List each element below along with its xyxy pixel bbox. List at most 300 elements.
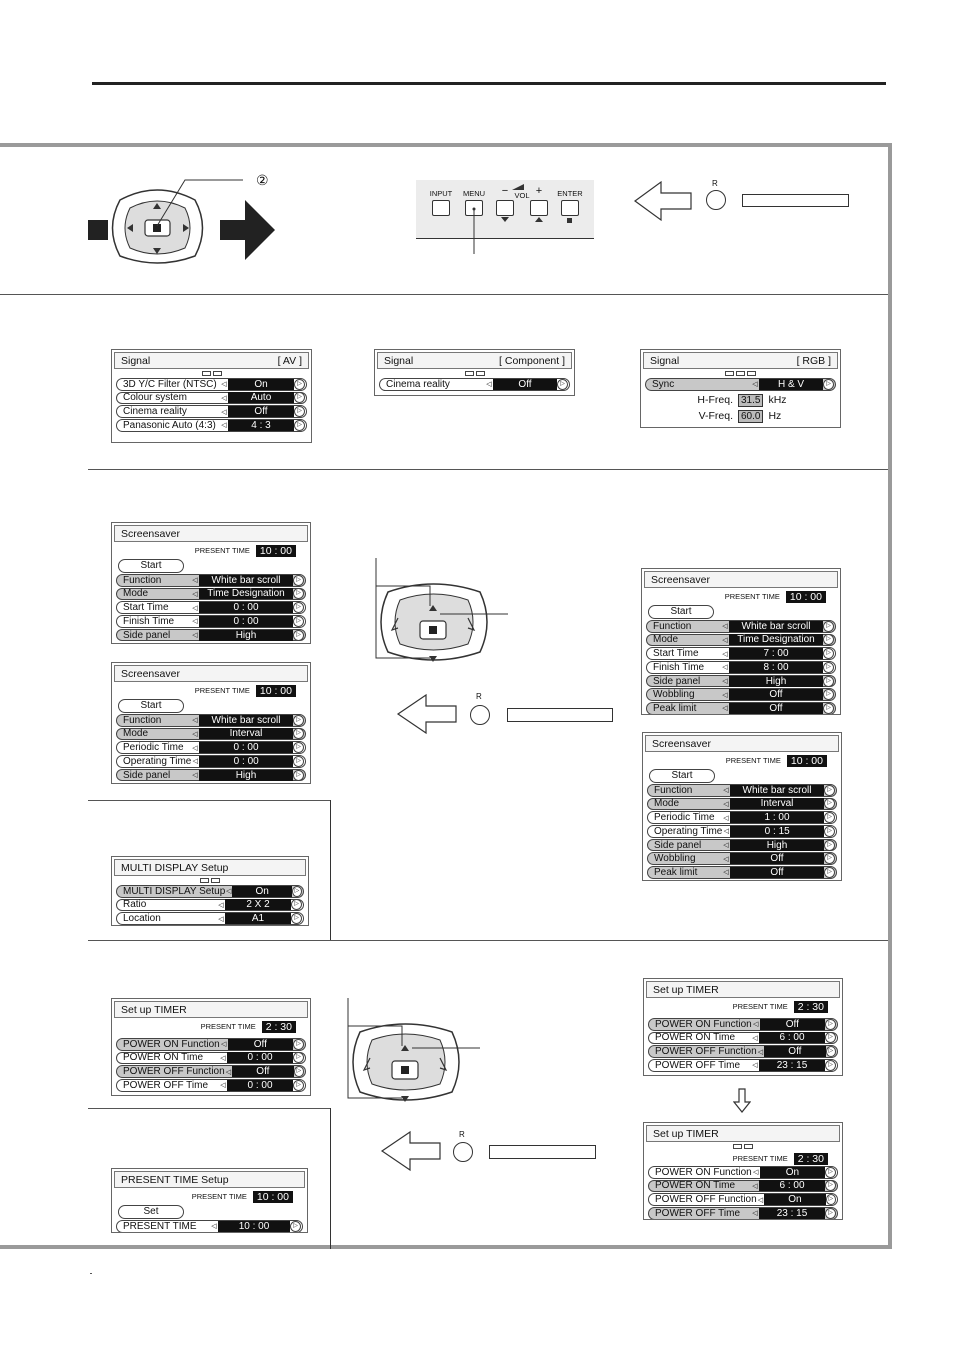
menu-row[interactable] <box>648 1059 838 1072</box>
right-arrow-icon: ▷ <box>293 1052 304 1063</box>
menu-title-bar <box>644 571 838 588</box>
menu-row-value: High <box>729 676 823 687</box>
menu-row-label: Mode <box>654 798 680 810</box>
section-divider <box>330 1108 331 1249</box>
menu-row[interactable] <box>116 629 306 642</box>
menu-row[interactable] <box>116 755 306 768</box>
menu-title-bar <box>114 352 309 369</box>
menu-row-label: PRESENT TIME <box>123 1220 197 1232</box>
menu-title: Set up TIMER <box>653 1127 719 1140</box>
page-dot <box>202 371 211 376</box>
right-arrow-icon: ▷ <box>823 634 834 645</box>
page-dot <box>733 1144 742 1149</box>
return-label-box <box>742 194 849 207</box>
menu-row-label: Mode <box>123 728 149 740</box>
v-freq-readout <box>691 410 840 423</box>
page-dot <box>211 878 220 883</box>
menu-row-value: Off <box>493 379 557 390</box>
menu-row-label: Start Time <box>653 648 699 660</box>
menu-row[interactable] <box>116 615 306 628</box>
menu-row-label: Side panel <box>123 629 171 641</box>
menu-row-value: A1 <box>225 913 291 924</box>
menu-title-bar <box>377 352 572 369</box>
right-arrow-icon: ▷ <box>824 853 835 864</box>
left-arrow-icon: ◁ <box>723 828 730 836</box>
menu-row[interactable] <box>116 769 306 782</box>
menu-row[interactable] <box>648 1018 838 1031</box>
vol-plus-label: + <box>535 185 543 197</box>
menu-row[interactable] <box>116 728 306 741</box>
menu-row[interactable] <box>116 378 307 391</box>
page-dot <box>476 371 485 376</box>
right-arrow-icon: ▷ <box>291 913 302 924</box>
left-arrow-icon: ◁ <box>192 758 199 766</box>
menu-row[interactable] <box>116 741 306 754</box>
menu-row-value: On <box>764 1194 825 1205</box>
menu-row[interactable] <box>647 811 837 824</box>
return-arrow-icon <box>633 180 693 222</box>
return-label: R <box>712 179 718 188</box>
page-dot <box>465 371 474 376</box>
menu-row-label: POWER OFF Function <box>655 1046 757 1058</box>
footer-mark <box>90 1273 92 1274</box>
right-arrow-icon: ▷ <box>824 798 835 809</box>
screensaver-menu-interval <box>111 662 311 784</box>
menu-row-value: White bar scroll <box>199 575 293 586</box>
page-dot <box>744 1144 753 1149</box>
signal-rgb-menu <box>640 349 841 428</box>
menu-row-value: High <box>199 770 293 781</box>
left-arrow-icon: ◁ <box>192 744 198 752</box>
present-time-label: PRESENT TIME <box>732 1002 788 1011</box>
left-arrow-icon: ◁ <box>752 1210 758 1218</box>
left-arrow-icon: ◁ <box>192 717 198 725</box>
left-arrow-icon: ◁ <box>192 618 198 626</box>
right-arrow-icon: ▷ <box>825 1019 836 1030</box>
menu-row-label: Panasonic Auto (4:3) <box>123 419 216 431</box>
menu-title: Signal <box>650 354 680 367</box>
screensaver-menu-time-designation-set <box>641 568 841 715</box>
page-dot <box>213 371 222 376</box>
page-indicator <box>644 1144 842 1150</box>
menu-row-label: Cinema reality <box>123 406 187 418</box>
page-indicator <box>112 878 308 884</box>
menu-row-label: Side panel <box>653 675 701 687</box>
set-button[interactable]: Set <box>118 1205 184 1219</box>
timer-menu-times-set <box>643 978 843 1076</box>
menu-row-label: Colour system <box>123 392 187 404</box>
left-arrow-icon: ◁ <box>218 901 224 909</box>
right-arrow-icon: ▷ <box>823 648 834 659</box>
vol-label: VOL <box>514 191 530 200</box>
menu-title: Screensaver <box>652 737 711 750</box>
present-time-value: 10 : 00 <box>256 545 296 557</box>
v-freq-label: V-Freq. <box>698 410 733 422</box>
present-time-display <box>112 684 310 697</box>
menu-row-value: 10 : 00 <box>218 1221 290 1232</box>
page-dot <box>200 878 209 883</box>
left-arrow-icon: ◁ <box>722 636 728 644</box>
signal-type-tag: [ RGB ] <box>796 354 831 367</box>
left-arrow-icon: ◁ <box>722 691 728 699</box>
menu-key-label: MENU <box>462 189 486 198</box>
menu-row-label: POWER ON Time <box>655 1032 736 1044</box>
menu-row-value: Off <box>764 1046 825 1057</box>
menu-title: Signal <box>384 354 414 367</box>
menu-row-value: White bar scroll <box>199 715 293 726</box>
right-arrow-icon: ▷ <box>823 703 834 714</box>
left-arrow-icon: ◁ <box>192 577 198 585</box>
menu-row-label: Start Time <box>123 602 169 614</box>
present-time-display <box>644 1000 842 1013</box>
left-arrow-icon: ◁ <box>757 1048 764 1056</box>
menu-row-value: 8 : 00 <box>729 662 823 673</box>
menu-row-value: White bar scroll <box>730 785 824 796</box>
menu-title-bar <box>114 525 308 542</box>
menu-row[interactable] <box>646 661 836 674</box>
right-arrow-icon: ▷ <box>294 1066 304 1077</box>
menu-row-label: Peak limit <box>654 866 698 878</box>
left-arrow-icon: ◁ <box>722 623 728 631</box>
menu-row[interactable] <box>116 885 304 898</box>
panel-key-marks <box>416 180 594 255</box>
screensaver-menu-interval-set <box>642 732 842 881</box>
menu-row-label: Mode <box>653 634 679 646</box>
menu-row[interactable] <box>116 1038 306 1051</box>
menu-title: Signal <box>121 354 151 367</box>
menu-row-label: Function <box>653 620 692 632</box>
menu-row[interactable] <box>648 1045 838 1058</box>
menu-row-value: High <box>199 630 293 641</box>
present-time-value: 10 : 00 <box>253 1191 293 1203</box>
present-time-label: PRESENT TIME <box>200 1022 256 1031</box>
left-arrow-icon: ◁ <box>723 814 729 822</box>
section-divider <box>0 294 888 295</box>
v-freq-unit: Hz <box>768 410 782 422</box>
present-time-value: 2 : 30 <box>262 1021 296 1033</box>
return-label-box <box>489 1145 596 1159</box>
menu-title: Screensaver <box>651 573 710 586</box>
left-arrow-icon: ◁ <box>722 705 728 713</box>
menu-row[interactable] <box>116 912 304 925</box>
left-arrow-icon: ◁ <box>221 381 227 389</box>
menu-row-label: 3D Y/C Filter (NTSC) <box>123 378 217 390</box>
present-time-setup-menu <box>111 1168 308 1233</box>
left-arrow-icon: ◁ <box>723 842 729 849</box>
right-arrow-icon: ▷ <box>294 406 305 417</box>
page-indicator <box>641 371 840 377</box>
right-arrow-icon: ▷ <box>293 616 304 627</box>
right-arrow-icon: ▷ <box>826 1046 836 1057</box>
remote-dpad-illustration <box>340 998 490 1110</box>
present-time-value: 10 : 00 <box>787 755 827 767</box>
left-arrow-icon: ◁ <box>192 772 198 779</box>
left-arrow-icon: ◁ <box>486 381 492 389</box>
menu-row[interactable] <box>116 1220 303 1233</box>
menu-row-value: Interval <box>730 798 824 809</box>
right-arrow-icon: ▷ <box>823 662 834 673</box>
menu-row-label: POWER ON Function <box>655 1018 752 1030</box>
right-arrow-icon: ▷ <box>825 1167 836 1178</box>
menu-title: Screensaver <box>121 527 180 540</box>
section-divider <box>88 469 888 470</box>
multi-display-setup-menu <box>111 856 309 926</box>
menu-row[interactable] <box>116 419 307 432</box>
menu-row[interactable] <box>116 1052 306 1065</box>
left-arrow-icon: ◁ <box>722 678 728 685</box>
menu-row-value: 2 X 2 <box>225 899 291 910</box>
menu-row-value: 23 : 15 <box>759 1208 825 1219</box>
left-arrow-icon: ◁ <box>192 632 198 639</box>
left-arrow-icon: ◁ <box>752 1062 758 1070</box>
menu-row-value: 7 : 00 <box>729 648 823 659</box>
input-key-label: INPUT <box>429 189 453 198</box>
present-time-label: PRESENT TIME <box>194 686 250 695</box>
right-arrow-icon: ▷ <box>293 756 304 767</box>
right-arrow-icon: ▷ <box>823 676 834 687</box>
right-arrow-icon: ▷ <box>824 812 835 823</box>
menu-row-label: Periodic Time <box>123 742 184 754</box>
menu-row[interactable] <box>646 675 836 688</box>
present-time-display <box>112 1020 310 1033</box>
left-arrow-icon: ◁ <box>752 1169 759 1177</box>
menu-title: Set up TIMER <box>653 983 719 996</box>
menu-row[interactable] <box>116 1079 306 1092</box>
left-arrow-icon: ◁ <box>752 1021 759 1029</box>
menu-row-value: On <box>228 379 294 390</box>
left-arrow-icon: ◁ <box>752 1034 758 1042</box>
menu-row-value: 4 : 3 <box>228 420 294 431</box>
return-arrow-icon <box>396 693 458 735</box>
spacer <box>644 1013 842 1017</box>
left-arrow-icon: ◁ <box>211 1223 217 1231</box>
menu-row[interactable] <box>647 866 837 879</box>
menu-row[interactable] <box>116 405 307 418</box>
left-arrow-icon: ◁ <box>723 869 729 877</box>
menu-title-bar <box>114 1001 308 1018</box>
menu-row-value: Time Designation <box>729 634 823 645</box>
menu-row-label: Side panel <box>123 769 171 781</box>
right-arrow-icon: ▷ <box>825 1208 836 1219</box>
signal-av-menu <box>111 349 312 443</box>
menu-row-label: Location <box>123 913 161 925</box>
left-arrow-icon: ◁ <box>225 1068 232 1076</box>
page-dot <box>747 371 756 376</box>
right-arrow-icon: ▷ <box>293 728 304 739</box>
menu-row-value: 0 : 00 <box>199 742 293 753</box>
menu-row-label: Ratio <box>123 899 147 911</box>
present-time-display <box>112 1190 307 1203</box>
right-arrow-icon: ▷ <box>293 742 304 753</box>
menu-row-value: High <box>730 840 824 851</box>
menu-row-value: 0 : 00 <box>199 602 293 613</box>
left-arrow-icon: ◁ <box>226 888 232 896</box>
return-button[interactable] <box>470 705 490 725</box>
page-dot <box>725 371 734 376</box>
menu-row[interactable] <box>648 1166 838 1179</box>
menu-row[interactable] <box>379 378 570 391</box>
menu-row-label: Wobbling <box>653 689 695 701</box>
menu-row-value: 1 : 00 <box>730 812 824 823</box>
left-arrow-icon: ◁ <box>218 915 224 923</box>
menu-row-value: On <box>232 886 291 897</box>
menu-row[interactable] <box>646 647 836 660</box>
right-arrow-icon: ▷ <box>825 1060 836 1071</box>
screensaver-menu-time-designation <box>111 522 311 644</box>
menu-title: Screensaver <box>121 667 180 680</box>
step-number: ② <box>256 172 269 188</box>
menu-row-label: POWER OFF Time <box>655 1059 740 1071</box>
page-indicator <box>112 371 311 377</box>
menu-title-bar <box>114 859 306 876</box>
left-arrow-icon: ◁ <box>221 422 227 430</box>
menu-row[interactable] <box>648 1193 838 1206</box>
menu-title-bar <box>114 665 308 682</box>
right-arrow-icon: ▷ <box>557 379 568 390</box>
menu-row-label: MULTI DISPLAY Setup <box>123 885 226 897</box>
menu-row-value: Interval <box>199 728 293 739</box>
menu-row[interactable] <box>645 378 836 391</box>
menu-row[interactable] <box>648 1032 838 1045</box>
section-divider <box>88 940 888 941</box>
left-arrow-icon: ◁ <box>722 650 728 658</box>
left-arrow-icon: ◁ <box>722 664 728 672</box>
menu-row-value: 0 : 00 <box>199 616 293 627</box>
menu-row-label: Operating Time <box>654 825 723 837</box>
menu-row[interactable] <box>647 798 837 811</box>
menu-row-value: Off <box>729 703 823 714</box>
menu-row[interactable] <box>646 702 836 715</box>
menu-row-value: Auto <box>228 392 294 403</box>
section-divider <box>88 800 331 801</box>
left-arrow-icon: ◁ <box>752 381 758 389</box>
menu-row[interactable] <box>646 688 836 701</box>
vol-minus-label: − <box>501 185 509 197</box>
menu-row-label: Finish Time <box>653 661 705 673</box>
menu-row[interactable] <box>646 634 836 647</box>
left-arrow-icon: ◁ <box>757 1196 764 1204</box>
present-time-display <box>642 590 840 603</box>
left-arrow-icon: ◁ <box>723 787 729 795</box>
signal-type-tag: [ AV ] <box>277 354 302 367</box>
menu-row-label: Finish Time <box>123 615 175 627</box>
right-arrow-icon: ▷ <box>290 1221 301 1232</box>
return-button[interactable] <box>706 190 726 210</box>
menu-row-label: Function <box>123 574 162 586</box>
present-time-value: 10 : 00 <box>256 685 296 697</box>
menu-title: PRESENT TIME Setup <box>121 1173 229 1186</box>
present-time-label: PRESENT TIME <box>191 1192 247 1201</box>
menu-row-value: 0 : 00 <box>227 1052 293 1063</box>
menu-row[interactable] <box>116 714 306 727</box>
start-button[interactable]: Start <box>649 769 715 783</box>
menu-row[interactable] <box>648 1180 838 1193</box>
timer-menu-functions-on <box>643 1122 843 1220</box>
menu-row-value: 0 : 00 <box>199 756 293 767</box>
menu-row[interactable] <box>116 899 304 912</box>
right-arrow-icon: ▷ <box>293 602 304 613</box>
menu-row[interactable] <box>116 574 306 587</box>
menu-row-label: Function <box>123 714 162 726</box>
left-arrow-icon: ◁ <box>192 590 198 598</box>
menu-row[interactable] <box>116 1065 306 1078</box>
menu-row-label: Function <box>654 784 693 796</box>
return-button[interactable] <box>453 1142 473 1162</box>
spacer <box>112 1033 310 1037</box>
menu-row-label: POWER ON Time <box>655 1180 736 1192</box>
right-arrow-icon: ▷ <box>294 420 305 431</box>
menu-row-label: Operating Time <box>123 755 192 767</box>
menu-row[interactable] <box>648 1207 838 1220</box>
right-arrow-icon: ▷ <box>293 630 304 641</box>
present-time-label: PRESENT TIME <box>725 756 781 765</box>
menu-row-label: POWER OFF Time <box>123 1079 208 1091</box>
left-arrow-icon: ◁ <box>192 604 198 612</box>
return-arrow-icon <box>380 1130 442 1172</box>
menu-row-value: 6 : 00 <box>759 1180 825 1191</box>
menu-row[interactable] <box>647 825 837 838</box>
start-button[interactable]: Start <box>118 699 184 713</box>
menu-row-value: Off <box>760 1019 825 1030</box>
present-time-label: PRESENT TIME <box>724 592 780 601</box>
h-freq-readout <box>691 394 840 407</box>
menu-title-bar <box>646 981 840 998</box>
menu-row-label: POWER OFF Function <box>123 1066 225 1078</box>
menu-row-label: Wobbling <box>654 853 696 865</box>
menu-row[interactable] <box>647 852 837 865</box>
present-time-value: 2 : 30 <box>794 1153 828 1165</box>
right-arrow-icon: ▷ <box>294 379 305 390</box>
menu-row[interactable] <box>116 392 307 405</box>
left-arrow-icon: ◁ <box>221 394 227 402</box>
h-freq-value: 31.5 <box>738 394 763 407</box>
right-arrow-icon: ▷ <box>294 392 305 403</box>
menu-row[interactable] <box>647 839 837 852</box>
start-button[interactable]: Start <box>648 605 714 619</box>
right-arrow-icon: ▷ <box>293 1039 304 1050</box>
remote-dpad-illustration <box>85 170 285 265</box>
menu-row-value: On <box>760 1167 825 1178</box>
menu-row-value: Off <box>228 1039 293 1050</box>
right-arrow-icon: ▷ <box>824 867 835 878</box>
menu-row-value: Off <box>232 1066 293 1077</box>
right-arrow-icon: ▷ <box>293 575 304 586</box>
menu-row-label: POWER OFF Function <box>655 1194 757 1206</box>
menu-row-value: Off <box>730 867 824 878</box>
menu-row[interactable] <box>646 620 836 633</box>
top-rule <box>92 82 886 85</box>
menu-row-label: Side panel <box>654 839 702 851</box>
h-freq-label: H-Freq. <box>697 394 733 406</box>
menu-row[interactable] <box>647 784 837 797</box>
page-dot <box>736 371 745 376</box>
left-arrow-icon: ◁ <box>220 1041 227 1049</box>
right-arrow-icon: ▷ <box>823 689 834 700</box>
menu-row-value: H & V <box>759 379 823 390</box>
menu-row[interactable] <box>116 601 306 614</box>
start-button[interactable]: Start <box>118 559 184 573</box>
present-time-display <box>644 1152 842 1165</box>
right-arrow-icon: ▷ <box>291 899 302 910</box>
menu-title: MULTI DISPLAY Setup <box>121 861 229 874</box>
present-time-display <box>643 754 841 767</box>
h-freq-unit: kHz <box>768 394 787 406</box>
left-arrow-icon: ◁ <box>221 408 227 416</box>
menu-row[interactable] <box>116 588 306 601</box>
left-arrow-icon: ◁ <box>220 1082 226 1090</box>
menu-row-value: Time Designation <box>199 588 293 599</box>
menu-row-value: Off <box>228 406 294 417</box>
